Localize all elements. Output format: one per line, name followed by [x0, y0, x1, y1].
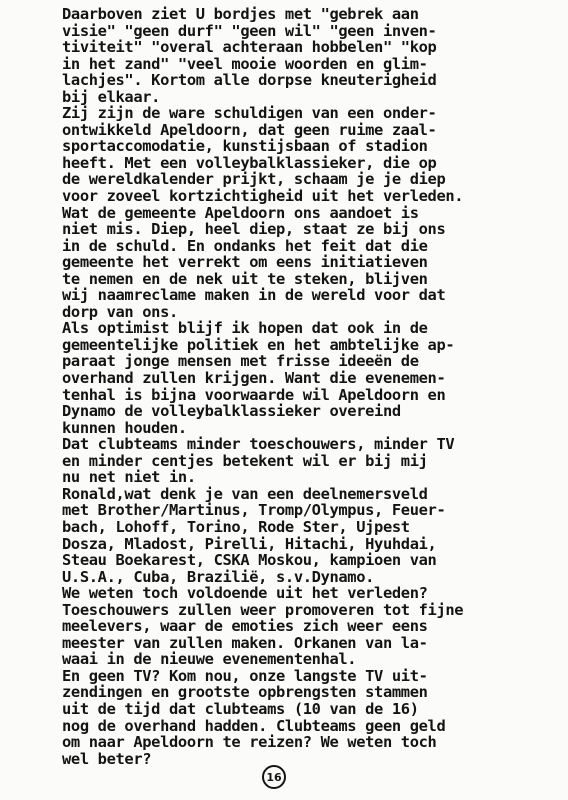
- text-line: tiviteit" "overal achteraan hobbelen" "kop: [62, 38, 437, 57]
- text-line: dorp van ons.: [62, 302, 178, 321]
- text-line: en minder centjes betekent wil er bij mij: [62, 451, 428, 470]
- page-number: 16: [262, 765, 286, 789]
- text-line: Dynamo de volleybalklassieker overeind: [62, 402, 401, 421]
- text-line: Als optimist blijf ik hopen dat ook in de: [62, 319, 428, 338]
- text-line: Dosza, Mladost, Pirelli, Hitachi, Hyuhdai,: [62, 534, 437, 553]
- text-line: te nemen en de nek uit te steken, blijven: [62, 269, 428, 288]
- text-line: meester van zullen maken. Orkanen van la-: [62, 633, 428, 652]
- text-line: nog de overhand hadden. Clubteams geen geld: [62, 716, 446, 735]
- text-line: Ronald,wat denk je van een deelnemersveld: [62, 484, 428, 503]
- body-text: [62, 6, 552, 767]
- text-line: bach, Lohoff, Torino, Rode Ster, Ujpest: [62, 517, 410, 536]
- text-line: Dat clubteams minder toeschouwers, minder TV: [62, 435, 455, 454]
- text-line: wel beter?: [62, 749, 152, 768]
- text-line: in de schuld. En ondanks het feit dat die: [62, 236, 428, 255]
- text-line: Zij zijn de ware schuldigen van een onder-: [62, 104, 437, 123]
- text-line: ontwikkeld Apeldoorn, dat geen ruime zaal-: [62, 120, 437, 139]
- text-line: U.S.A., Cuba, Brazilië, s.v.Dynamo.: [62, 567, 375, 586]
- text-line: de wereldkalender prijkt, schaam je je diep: [62, 170, 446, 189]
- text-line: niet mis. Diep, heel diep, staat ze bij ons: [62, 220, 446, 239]
- text-line: Wat de gemeente Apeldoorn ons aandoet is: [62, 203, 419, 222]
- text-line: heeft. Met een volleybalklassieker, die op: [62, 153, 437, 172]
- text-line: zendingen en grootste opbrengsten stammen: [62, 683, 428, 702]
- text-line: gemeente het verrekt om eens initiatieven: [62, 253, 428, 272]
- text-line: meelevers, waar de emoties zich weer eens: [62, 617, 428, 636]
- text-line: visie" "geen durf" "geen wil" "geen inven-: [62, 21, 437, 40]
- text-line: voor zoveel kortzichtigheid uit het verleden.: [62, 187, 464, 206]
- text-line: gemeentelijke politiek en het ambtelijke ap-: [62, 335, 455, 354]
- text-line: Daarboven ziet U bordjes met "gebrek aan: [62, 5, 419, 23]
- text-line: sportaccomodatie, kunstijsbaan of stadion: [62, 137, 428, 156]
- text-line: Toeschouwers zullen weer promoveren tot fijne: [62, 600, 464, 619]
- text-line: En geen TV? Kom nou, onze langste TV uit-: [62, 666, 428, 685]
- text-line: wij naamreclame maken in de wereld voor dat: [62, 286, 446, 305]
- text-line: tenhal is bijna voorwaarde wil Apeldoorn en: [62, 385, 446, 404]
- text-line: om naar Apeldoorn te reizen? We weten toch: [62, 733, 437, 752]
- text-line: bij elkaar.: [62, 87, 161, 106]
- text-line: uit de tijd dat clubteams (10 van de 16): [62, 699, 419, 718]
- text-line: overhand zullen krijgen. Want die evenemen-: [62, 369, 446, 388]
- text-line: lachjes". Kortom alle dorpse kneuterigheid: [62, 71, 437, 90]
- text-line: Steau Boekarest, CSKA Moskou, kampioen van: [62, 551, 437, 570]
- text-line: in het zand" "veel mooie woorden en glim-: [62, 54, 428, 73]
- text-line: paraat jonge mensen met frisse ideeën de: [62, 352, 419, 371]
- text-line: met Brother/Martinus, Tromp/Olympus, Feuer-: [62, 501, 446, 520]
- text-line: We weten toch voldoende uit het verleden?: [62, 584, 428, 603]
- text-line: waai in de nieuwe evenementenhal.: [62, 650, 357, 669]
- text-line: kunnen houden.: [62, 418, 187, 437]
- text-line: nu net niet in.: [62, 468, 196, 487]
